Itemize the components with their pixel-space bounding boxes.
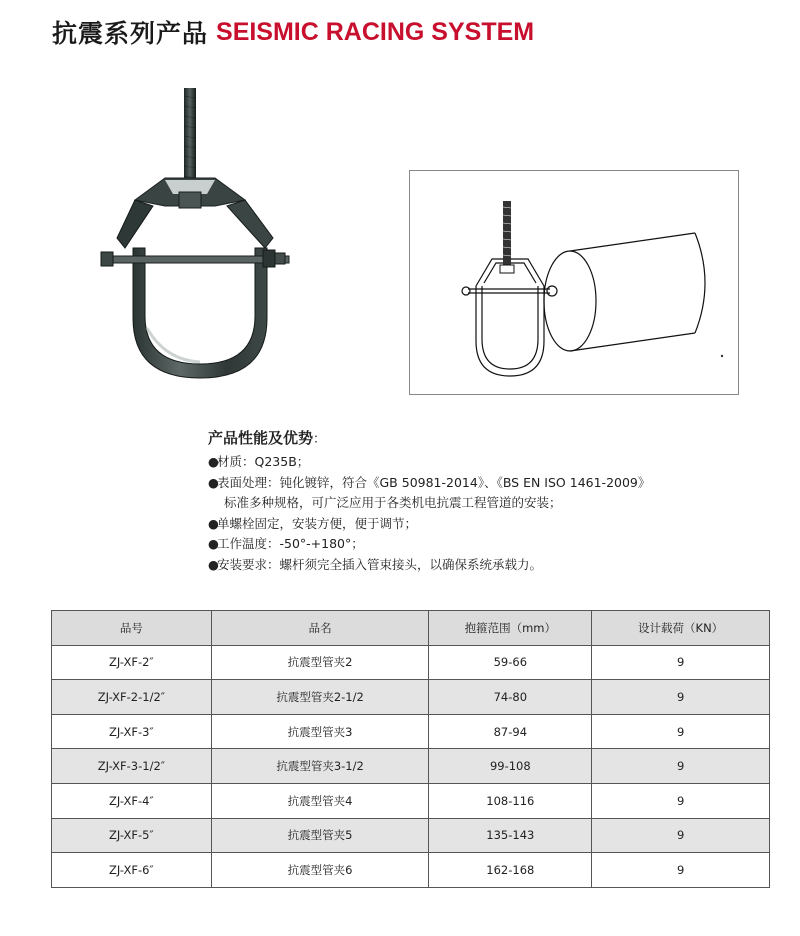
feature-line-install: ●安装要求：螺杆须完全插入管束接头，以确保系统承载力。 <box>208 556 543 572</box>
table-row <box>52 749 770 784</box>
header-part-number: 品号 <box>52 611 212 646</box>
feature-line-surface: ●表面处理：钝化镀锌，符合《GB 50981-2014》、《BS EN ISO 1461-2009》 <box>208 474 651 490</box>
cell-design-load: 9 <box>592 714 770 749</box>
table-row <box>52 714 770 749</box>
cell-product-name: 抗震型管夹2 <box>211 645 429 680</box>
cell-part-number: ZJ-XF-6″ <box>52 853 212 888</box>
feature-line-material: ●材质：Q235B； <box>208 454 310 469</box>
cell-clamp-range: 87-94 <box>429 714 592 749</box>
cell-clamp-range: 59-66 <box>429 645 592 680</box>
table-header-row <box>52 611 770 646</box>
cell-clamp-range: 74-80 <box>429 680 592 715</box>
cell-product-name: 抗震型管夹6 <box>211 853 429 888</box>
spec-table <box>51 610 770 888</box>
features-section <box>208 427 768 575</box>
cell-product-name: 抗震型管夹3-1/2 <box>211 749 429 784</box>
cell-part-number: ZJ-XF-3″ <box>52 714 212 749</box>
feature-line-fixing: ●单螺栓固定，安装方便，便于调节； <box>208 515 418 531</box>
header-clamp-range: 抱箍范围（mm） <box>429 611 592 646</box>
cell-part-number: ZJ-XF-3-1/2″ <box>52 749 212 784</box>
installation-diagram <box>409 170 739 395</box>
clevis-hanger-image <box>95 88 305 388</box>
title-english: SEISMIC RACING SYSTEM <box>216 17 535 46</box>
header-product-name: 品名 <box>211 611 429 646</box>
table-row <box>52 680 770 715</box>
cell-product-name: 抗震型管夹2-1/2 <box>211 680 429 715</box>
cell-part-number: ZJ-XF-5″ <box>52 818 212 853</box>
cell-design-load: 9 <box>592 680 770 715</box>
feature-line-standard: 标准多种规格，可广泛应用于各类机电抗震工程管道的安装； <box>224 495 562 510</box>
cell-part-number: ZJ-XF-2-1/2″ <box>52 680 212 715</box>
cell-product-name: 抗震型管夹5 <box>211 818 429 853</box>
features-title: 产品性能及优势： <box>208 429 327 447</box>
cell-clamp-range: 99-108 <box>429 749 592 784</box>
cell-part-number: ZJ-XF-2″ <box>52 645 212 680</box>
cell-clamp-range: 135-143 <box>429 818 592 853</box>
table-row <box>52 853 770 888</box>
table-row <box>52 783 770 818</box>
table-row <box>52 645 770 680</box>
cell-design-load: 9 <box>592 749 770 784</box>
table-row <box>52 818 770 853</box>
cell-design-load: 9 <box>592 853 770 888</box>
header-design-load: 设计载荷（KN） <box>592 611 770 646</box>
cell-product-name: 抗震型管夹3 <box>211 714 429 749</box>
cell-design-load: 9 <box>592 645 770 680</box>
pipe-clamp-drawing <box>410 171 740 396</box>
cell-product-name: 抗震型管夹4 <box>211 783 429 818</box>
cell-design-load: 9 <box>592 818 770 853</box>
cell-clamp-range: 108-116 <box>429 783 592 818</box>
product-photo <box>95 88 305 388</box>
title-chinese: 抗震系列产品 <box>52 19 209 48</box>
cell-part-number: ZJ-XF-4″ <box>52 783 212 818</box>
cell-clamp-range: 162-168 <box>429 853 592 888</box>
cell-design-load: 9 <box>592 783 770 818</box>
feature-line-temperature: ●工作温度：-50°-+180°； <box>208 536 364 551</box>
page-header <box>52 14 534 50</box>
